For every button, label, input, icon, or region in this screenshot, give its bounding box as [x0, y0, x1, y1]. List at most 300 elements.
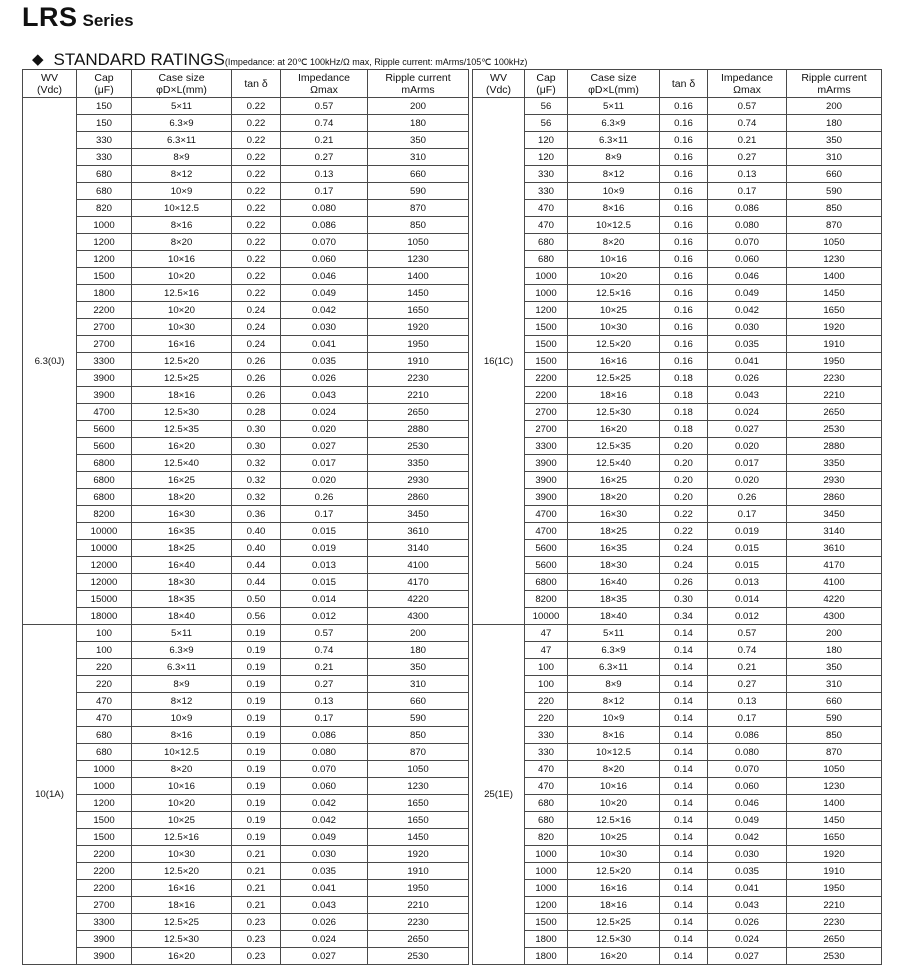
- impedance-cell: 0.014: [708, 591, 787, 608]
- cap-cell: 6800: [77, 489, 132, 506]
- impedance-cell: 0.024: [708, 404, 787, 421]
- case-size-cell: 10×30: [132, 319, 232, 336]
- cap-cell: 330: [77, 132, 132, 149]
- tan-delta-cell: 0.22: [232, 183, 281, 200]
- tan-delta-cell: 0.16: [660, 234, 708, 251]
- case-size-cell: 12.5×25: [568, 370, 660, 387]
- case-size-cell: 5×11: [132, 98, 232, 115]
- diamond-icon: ◆: [32, 51, 44, 68]
- ripple-current-cell: 1050: [787, 234, 882, 251]
- impedance-cell: 0.026: [281, 370, 368, 387]
- case-size-cell: 10×12.5: [568, 217, 660, 234]
- impedance-cell: 0.012: [281, 608, 368, 625]
- cap-cell: 1000: [525, 863, 568, 880]
- tan-delta-cell: 0.19: [232, 761, 281, 778]
- ripple-current-cell: 2530: [787, 948, 882, 965]
- case-size-cell: 8×20: [568, 234, 660, 251]
- impedance-cell: 0.13: [281, 166, 368, 183]
- ripple-current-cell: 1910: [368, 353, 469, 370]
- case-size-cell: 8×20: [568, 761, 660, 778]
- ripple-current-cell: 1650: [368, 302, 469, 319]
- ripple-current-cell: 4220: [787, 591, 882, 608]
- tan-delta-cell: 0.20: [660, 489, 708, 506]
- ripple-current-cell: 180: [368, 642, 469, 659]
- table-row: [473, 132, 882, 149]
- ripple-current-cell: 2930: [787, 472, 882, 489]
- cap-cell: 470: [525, 217, 568, 234]
- tan-delta-cell: 0.30: [660, 591, 708, 608]
- impedance-cell: 0.041: [281, 880, 368, 897]
- cap-cell: 1800: [77, 285, 132, 302]
- page-title: [22, 2, 134, 33]
- case-size-cell: 12.5×20: [132, 353, 232, 370]
- impedance-cell: 0.043: [281, 897, 368, 914]
- cap-cell: 820: [77, 200, 132, 217]
- impedance-cell: 0.030: [281, 319, 368, 336]
- impedance-cell: 0.17: [281, 506, 368, 523]
- impedance-cell: 0.21: [708, 659, 787, 676]
- ripple-current-cell: 850: [368, 217, 469, 234]
- tan-delta-cell: 0.14: [660, 846, 708, 863]
- table-row: [473, 285, 882, 302]
- tan-delta-cell: 0.23: [232, 931, 281, 948]
- table-row: [473, 676, 882, 693]
- table-row: [23, 812, 469, 829]
- tan-delta-cell: 0.22: [232, 285, 281, 302]
- table-row: [473, 115, 882, 132]
- table-row: [473, 166, 882, 183]
- case-size-cell: 12.5×40: [132, 455, 232, 472]
- cap-cell: 680: [525, 234, 568, 251]
- tan-delta-cell: 0.18: [660, 370, 708, 387]
- header-case-size: [568, 70, 660, 98]
- case-size-cell: 16×40: [132, 557, 232, 574]
- tan-delta-cell: 0.22: [232, 200, 281, 217]
- tan-delta-cell: 0.19: [232, 795, 281, 812]
- cap-cell: 1500: [525, 336, 568, 353]
- case-size-cell: 16×16: [568, 880, 660, 897]
- ripple-current-cell: 2650: [368, 404, 469, 421]
- tan-delta-cell: 0.24: [232, 302, 281, 319]
- header-ripple-current: [368, 70, 469, 98]
- tan-delta-cell: 0.20: [660, 472, 708, 489]
- table-row: [23, 574, 469, 591]
- case-size-cell: 12.5×25: [132, 914, 232, 931]
- ripple-current-cell: 2210: [787, 387, 882, 404]
- cap-cell: 1200: [525, 897, 568, 914]
- cap-cell: 330: [525, 183, 568, 200]
- impedance-cell: 0.070: [281, 761, 368, 778]
- impedance-cell: 0.049: [708, 812, 787, 829]
- case-size-cell: 16×16: [132, 880, 232, 897]
- table-row: [473, 880, 882, 897]
- case-size-cell: 16×20: [568, 948, 660, 965]
- tan-delta-cell: 0.14: [660, 812, 708, 829]
- tan-delta-cell: 0.14: [660, 863, 708, 880]
- table-header-row: [23, 70, 469, 98]
- cap-cell: 2700: [77, 336, 132, 353]
- cap-cell: 1000: [77, 217, 132, 234]
- table-row: [473, 540, 882, 557]
- table-row: [473, 302, 882, 319]
- tan-delta-cell: 0.44: [232, 557, 281, 574]
- case-size-cell: 8×20: [132, 761, 232, 778]
- cap-cell: 150: [77, 115, 132, 132]
- table-row: [23, 353, 469, 370]
- case-size-cell: 6.3×11: [132, 659, 232, 676]
- impedance-cell: 0.043: [281, 387, 368, 404]
- ripple-current-cell: 1050: [787, 761, 882, 778]
- cap-cell: 2200: [77, 863, 132, 880]
- ripple-current-cell: 3140: [787, 523, 882, 540]
- impedance-cell: 0.57: [281, 625, 368, 642]
- cap-cell: 56: [525, 98, 568, 115]
- case-size-cell: 10×12.5: [132, 200, 232, 217]
- table-row: [473, 710, 882, 727]
- ripple-current-cell: 590: [368, 183, 469, 200]
- tan-delta-cell: 0.22: [232, 251, 281, 268]
- header-line: Ωmax: [310, 83, 338, 96]
- case-size-cell: 18×35: [132, 591, 232, 608]
- header-line: Cap: [94, 71, 114, 84]
- ripple-current-cell: 350: [787, 659, 882, 676]
- cap-cell: 100: [77, 625, 132, 642]
- ripple-current-cell: 870: [368, 744, 469, 761]
- impedance-cell: 0.035: [708, 863, 787, 880]
- case-size-cell: 5×11: [132, 625, 232, 642]
- cap-cell: 6800: [525, 574, 568, 591]
- ripple-current-cell: 4100: [787, 574, 882, 591]
- table-row: [473, 574, 882, 591]
- tan-delta-cell: 0.16: [660, 132, 708, 149]
- impedance-cell: 0.015: [281, 523, 368, 540]
- tan-delta-cell: 0.22: [232, 166, 281, 183]
- table-row: [23, 778, 469, 795]
- impedance-cell: 0.13: [281, 693, 368, 710]
- ripple-current-cell: 1650: [368, 795, 469, 812]
- table-row: [23, 302, 469, 319]
- case-size-cell: 16×16: [568, 353, 660, 370]
- case-size-cell: 10×25: [568, 829, 660, 846]
- impedance-cell: 0.21: [281, 659, 368, 676]
- ratings-table-right: [472, 69, 882, 965]
- table-row: [473, 149, 882, 166]
- impedance-cell: 0.014: [281, 591, 368, 608]
- cap-cell: 220: [525, 710, 568, 727]
- impedance-cell: 0.024: [708, 931, 787, 948]
- tan-delta-cell: 0.32: [232, 455, 281, 472]
- voltage-group-cell: 10(1A): [23, 625, 77, 965]
- tan-delta-cell: 0.19: [232, 727, 281, 744]
- ripple-current-cell: 350: [368, 659, 469, 676]
- ripple-current-cell: 180: [787, 642, 882, 659]
- impedance-cell: 0.060: [708, 251, 787, 268]
- ripple-current-cell: 180: [787, 115, 882, 132]
- cap-cell: 12000: [77, 557, 132, 574]
- table-row: [23, 608, 469, 625]
- header-line: φD×L(mm): [156, 83, 207, 96]
- ripple-current-cell: 2530: [368, 438, 469, 455]
- table-row: [23, 863, 469, 880]
- tan-delta-cell: 0.22: [232, 234, 281, 251]
- header-line: (Vdc): [36, 83, 63, 96]
- ripple-current-cell: 1400: [368, 268, 469, 285]
- impedance-cell: 0.13: [708, 166, 787, 183]
- table-row: [473, 421, 882, 438]
- tan-delta-cell: 0.14: [660, 761, 708, 778]
- case-size-cell: 18×30: [132, 574, 232, 591]
- impedance-cell: 0.042: [708, 302, 787, 319]
- case-size-cell: 10×16: [132, 778, 232, 795]
- ripple-current-cell: 1920: [787, 846, 882, 863]
- case-size-cell: 8×12: [568, 693, 660, 710]
- tan-delta-cell: 0.14: [660, 710, 708, 727]
- table-row: [473, 234, 882, 251]
- tan-delta-cell: 0.22: [232, 115, 281, 132]
- tan-delta-cell: 0.19: [232, 829, 281, 846]
- impedance-cell: 0.070: [708, 234, 787, 251]
- ripple-current-cell: 2530: [787, 421, 882, 438]
- case-size-cell: 8×16: [132, 217, 232, 234]
- case-size-cell: 12.5×30: [568, 404, 660, 421]
- impedance-cell: 0.086: [708, 200, 787, 217]
- ripple-current-cell: 1650: [368, 812, 469, 829]
- case-size-cell: 16×35: [132, 523, 232, 540]
- voltage-group-cell: 6.3(0J): [23, 98, 77, 625]
- table-row: [23, 506, 469, 523]
- table-row: [23, 387, 469, 404]
- table-row: [473, 217, 882, 234]
- impedance-cell: 0.17: [281, 183, 368, 200]
- ripple-current-cell: 1450: [368, 829, 469, 846]
- case-size-cell: 8×20: [132, 234, 232, 251]
- cap-cell: 1500: [525, 319, 568, 336]
- table-row: [473, 98, 882, 115]
- section-note: (Impedance: at 20℃ 100kHz/Ω max, Ripple current: mArms/105℃ 100kHz): [224, 57, 528, 67]
- case-size-cell: 6.3×9: [568, 642, 660, 659]
- ripple-current-cell: 2930: [368, 472, 469, 489]
- impedance-cell: 0.015: [281, 574, 368, 591]
- case-size-cell: 6.3×9: [568, 115, 660, 132]
- case-size-cell: 6.3×11: [132, 132, 232, 149]
- case-size-cell: 16×40: [568, 574, 660, 591]
- impedance-cell: 0.060: [708, 778, 787, 795]
- tan-delta-cell: 0.21: [232, 880, 281, 897]
- header-line: Case size: [590, 71, 637, 84]
- table-row: [473, 625, 882, 642]
- case-size-cell: 10×12.5: [132, 744, 232, 761]
- tan-delta-cell: 0.30: [232, 438, 281, 455]
- header-line: Ripple current: [801, 71, 867, 84]
- table-row: [473, 319, 882, 336]
- ripple-current-cell: 660: [787, 693, 882, 710]
- table-row: [23, 115, 469, 132]
- cap-cell: 3900: [525, 455, 568, 472]
- ripple-current-cell: 2650: [787, 931, 882, 948]
- table-row: [23, 200, 469, 217]
- tan-delta-cell: 0.24: [232, 319, 281, 336]
- case-size-cell: 10×9: [132, 710, 232, 727]
- cap-cell: 2700: [77, 319, 132, 336]
- case-size-cell: 18×35: [568, 591, 660, 608]
- tan-delta-cell: 0.16: [660, 115, 708, 132]
- ripple-current-cell: 310: [368, 149, 469, 166]
- case-size-cell: 12.5×16: [568, 285, 660, 302]
- cap-cell: 680: [77, 727, 132, 744]
- tan-delta-cell: 0.26: [232, 370, 281, 387]
- series-name: LRS: [22, 2, 78, 32]
- table-row: [473, 404, 882, 421]
- table-row: [473, 897, 882, 914]
- case-size-cell: 8×12: [568, 166, 660, 183]
- case-size-cell: 10×9: [568, 183, 660, 200]
- cap-cell: 2200: [525, 370, 568, 387]
- tan-delta-cell: 0.21: [232, 863, 281, 880]
- impedance-cell: 0.080: [708, 217, 787, 234]
- ripple-current-cell: 870: [787, 217, 882, 234]
- case-size-cell: 16×20: [568, 421, 660, 438]
- cap-cell: 3900: [77, 931, 132, 948]
- ripple-current-cell: 310: [787, 676, 882, 693]
- case-size-cell: 8×12: [132, 693, 232, 710]
- cap-cell: 150: [77, 98, 132, 115]
- table-row: [23, 166, 469, 183]
- cap-cell: 680: [525, 795, 568, 812]
- tan-delta-cell: 0.16: [660, 336, 708, 353]
- impedance-cell: 0.17: [708, 183, 787, 200]
- impedance-cell: 0.049: [708, 285, 787, 302]
- case-size-cell: 16×30: [568, 506, 660, 523]
- header-line: Ripple current: [385, 71, 451, 84]
- ripple-current-cell: 4300: [368, 608, 469, 625]
- ripple-current-cell: 200: [368, 98, 469, 115]
- case-size-cell: 8×9: [568, 676, 660, 693]
- tan-delta-cell: 0.21: [232, 846, 281, 863]
- ripple-current-cell: 2230: [787, 370, 882, 387]
- table-row: [473, 642, 882, 659]
- ripple-current-cell: 180: [368, 115, 469, 132]
- table-row: [473, 608, 882, 625]
- impedance-cell: 0.015: [708, 540, 787, 557]
- cap-cell: 3300: [77, 914, 132, 931]
- tan-delta-cell: 0.16: [660, 353, 708, 370]
- table-row: [23, 183, 469, 200]
- impedance-cell: 0.27: [281, 149, 368, 166]
- impedance-cell: 0.042: [281, 795, 368, 812]
- impedance-cell: 0.080: [281, 744, 368, 761]
- case-size-cell: 18×16: [132, 897, 232, 914]
- ripple-current-cell: 4220: [368, 591, 469, 608]
- table-row: [23, 727, 469, 744]
- table-row: [23, 744, 469, 761]
- table-row: [23, 642, 469, 659]
- tan-delta-cell: 0.19: [232, 625, 281, 642]
- tan-delta-cell: 0.16: [660, 149, 708, 166]
- ripple-current-cell: 3140: [368, 540, 469, 557]
- cap-cell: 120: [525, 149, 568, 166]
- impedance-cell: 0.019: [281, 540, 368, 557]
- tan-delta-cell: 0.56: [232, 608, 281, 625]
- ripple-current-cell: 2230: [787, 914, 882, 931]
- impedance-cell: 0.060: [281, 778, 368, 795]
- case-size-cell: 16×35: [568, 540, 660, 557]
- table-row: [23, 132, 469, 149]
- ripple-current-cell: 590: [787, 183, 882, 200]
- cap-cell: 10000: [525, 608, 568, 625]
- table-row: [23, 846, 469, 863]
- ripple-current-cell: 2210: [368, 897, 469, 914]
- case-size-cell: 10×9: [132, 183, 232, 200]
- tan-delta-cell: 0.19: [232, 693, 281, 710]
- header-line: tan δ: [671, 77, 696, 90]
- tan-delta-cell: 0.16: [660, 319, 708, 336]
- table-row: [23, 370, 469, 387]
- impedance-cell: 0.043: [708, 897, 787, 914]
- cap-cell: 1800: [525, 948, 568, 965]
- cap-cell: 1000: [77, 761, 132, 778]
- case-size-cell: 12.5×35: [568, 438, 660, 455]
- case-size-cell: 5×11: [568, 625, 660, 642]
- impedance-cell: 0.27: [708, 676, 787, 693]
- impedance-cell: 0.046: [708, 795, 787, 812]
- cap-cell: 1000: [525, 880, 568, 897]
- tan-delta-cell: 0.18: [660, 387, 708, 404]
- tan-delta-cell: 0.32: [232, 489, 281, 506]
- table-row: [23, 761, 469, 778]
- table-row: [473, 200, 882, 217]
- cap-cell: 47: [525, 625, 568, 642]
- tan-delta-cell: 0.14: [660, 693, 708, 710]
- case-size-cell: 6.3×11: [568, 132, 660, 149]
- impedance-cell: 0.57: [708, 98, 787, 115]
- ripple-current-cell: 1950: [368, 880, 469, 897]
- header-wv: [23, 70, 77, 98]
- impedance-cell: 0.070: [281, 234, 368, 251]
- case-size-cell: 10×30: [132, 846, 232, 863]
- cap-cell: 220: [525, 693, 568, 710]
- impedance-cell: 0.035: [281, 353, 368, 370]
- cap-cell: 330: [77, 149, 132, 166]
- table-row: [473, 778, 882, 795]
- ripple-current-cell: 350: [787, 132, 882, 149]
- ripple-current-cell: 2210: [787, 897, 882, 914]
- tan-delta-cell: 0.22: [660, 523, 708, 540]
- ripple-current-cell: 3350: [787, 455, 882, 472]
- ripple-current-cell: 590: [787, 710, 882, 727]
- header-line: Impedance: [298, 71, 350, 84]
- table-row: [23, 404, 469, 421]
- tan-delta-cell: 0.23: [232, 948, 281, 965]
- table-row: [23, 438, 469, 455]
- table-row: [473, 744, 882, 761]
- header-line: WV: [41, 71, 58, 84]
- cap-cell: 330: [525, 166, 568, 183]
- impedance-cell: 0.26: [708, 489, 787, 506]
- impedance-cell: 0.019: [708, 523, 787, 540]
- ripple-current-cell: 2650: [787, 404, 882, 421]
- ripple-current-cell: 1910: [787, 863, 882, 880]
- table-header-row: [473, 70, 882, 98]
- cap-cell: 470: [77, 710, 132, 727]
- tan-delta-cell: 0.32: [232, 472, 281, 489]
- cap-cell: 470: [525, 778, 568, 795]
- header-line: (μF): [94, 83, 114, 96]
- case-size-cell: 16×20: [132, 948, 232, 965]
- ripple-current-cell: 4300: [787, 608, 882, 625]
- tan-delta-cell: 0.40: [232, 540, 281, 557]
- ripple-current-cell: 350: [368, 132, 469, 149]
- cap-cell: 470: [525, 200, 568, 217]
